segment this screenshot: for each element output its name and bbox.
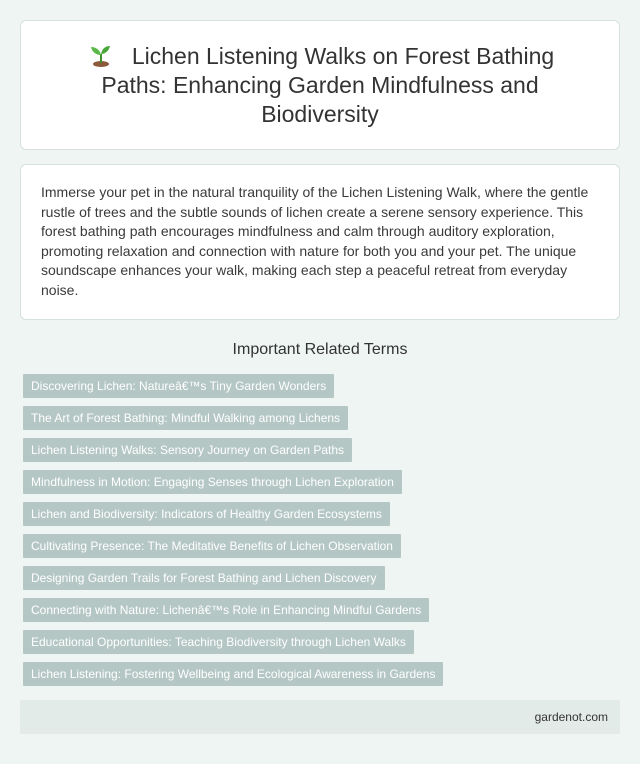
intro-card xyxy=(20,164,620,320)
term-link[interactable]: Cultivating Presence: The Meditative Benefits of Lichen Observation xyxy=(23,534,401,558)
term-link[interactable]: Lichen Listening: Fostering Wellbeing and Ecological Awareness in Gardens xyxy=(23,662,443,686)
term-link[interactable]: Lichen Listening Walks: Sensory Journey on Garden Paths xyxy=(23,438,352,462)
page-title-text: Lichen Listening Walks on Forest Bathing Paths: Enhancing Garden Mindfulness and Biodiversity xyxy=(101,42,555,127)
term-link[interactable]: The Art of Forest Bathing: Mindful Walking among Lichens xyxy=(23,406,348,430)
sprout-icon xyxy=(86,43,116,67)
term-link[interactable]: Lichen and Biodiversity: Indicators of Healthy Garden Ecosystems xyxy=(23,502,390,526)
footer xyxy=(20,700,620,734)
page-title xyxy=(51,42,589,129)
related-terms-heading: Important Related Terms xyxy=(232,341,408,358)
related-terms-list xyxy=(23,374,620,694)
term-link[interactable]: Mindfulness in Motion: Engaging Senses through Lichen Exploration xyxy=(23,470,402,494)
term-link[interactable]: Connecting with Nature: Lichenâ€™s Role in Enhancing Mindful Gardens xyxy=(23,598,429,622)
intro-text: Immerse your pet in the natural tranquility of the Lichen Listening Walk, where the gentle rustle of trees and the subtle sounds of lichen create a serene sensory experience. This forest bathing path encourages mindfulness and calm through auditory exploration, promoting relaxation and connection with nature for both you and your pet. The unique soundscape enhances your walk, making each step a peaceful retreat from everyday noise. xyxy=(41,184,589,298)
header-card xyxy=(20,20,620,150)
term-link[interactable]: Designing Garden Trails for Forest Bathing and Lichen Discovery xyxy=(23,566,385,590)
term-link[interactable]: Discovering Lichen: Natureâ€™s Tiny Garden Wonders xyxy=(23,374,334,398)
term-link[interactable]: Educational Opportunities: Teaching Biodiversity through Lichen Walks xyxy=(23,630,414,654)
footer-site-link[interactable]: gardenot.com xyxy=(534,710,608,724)
